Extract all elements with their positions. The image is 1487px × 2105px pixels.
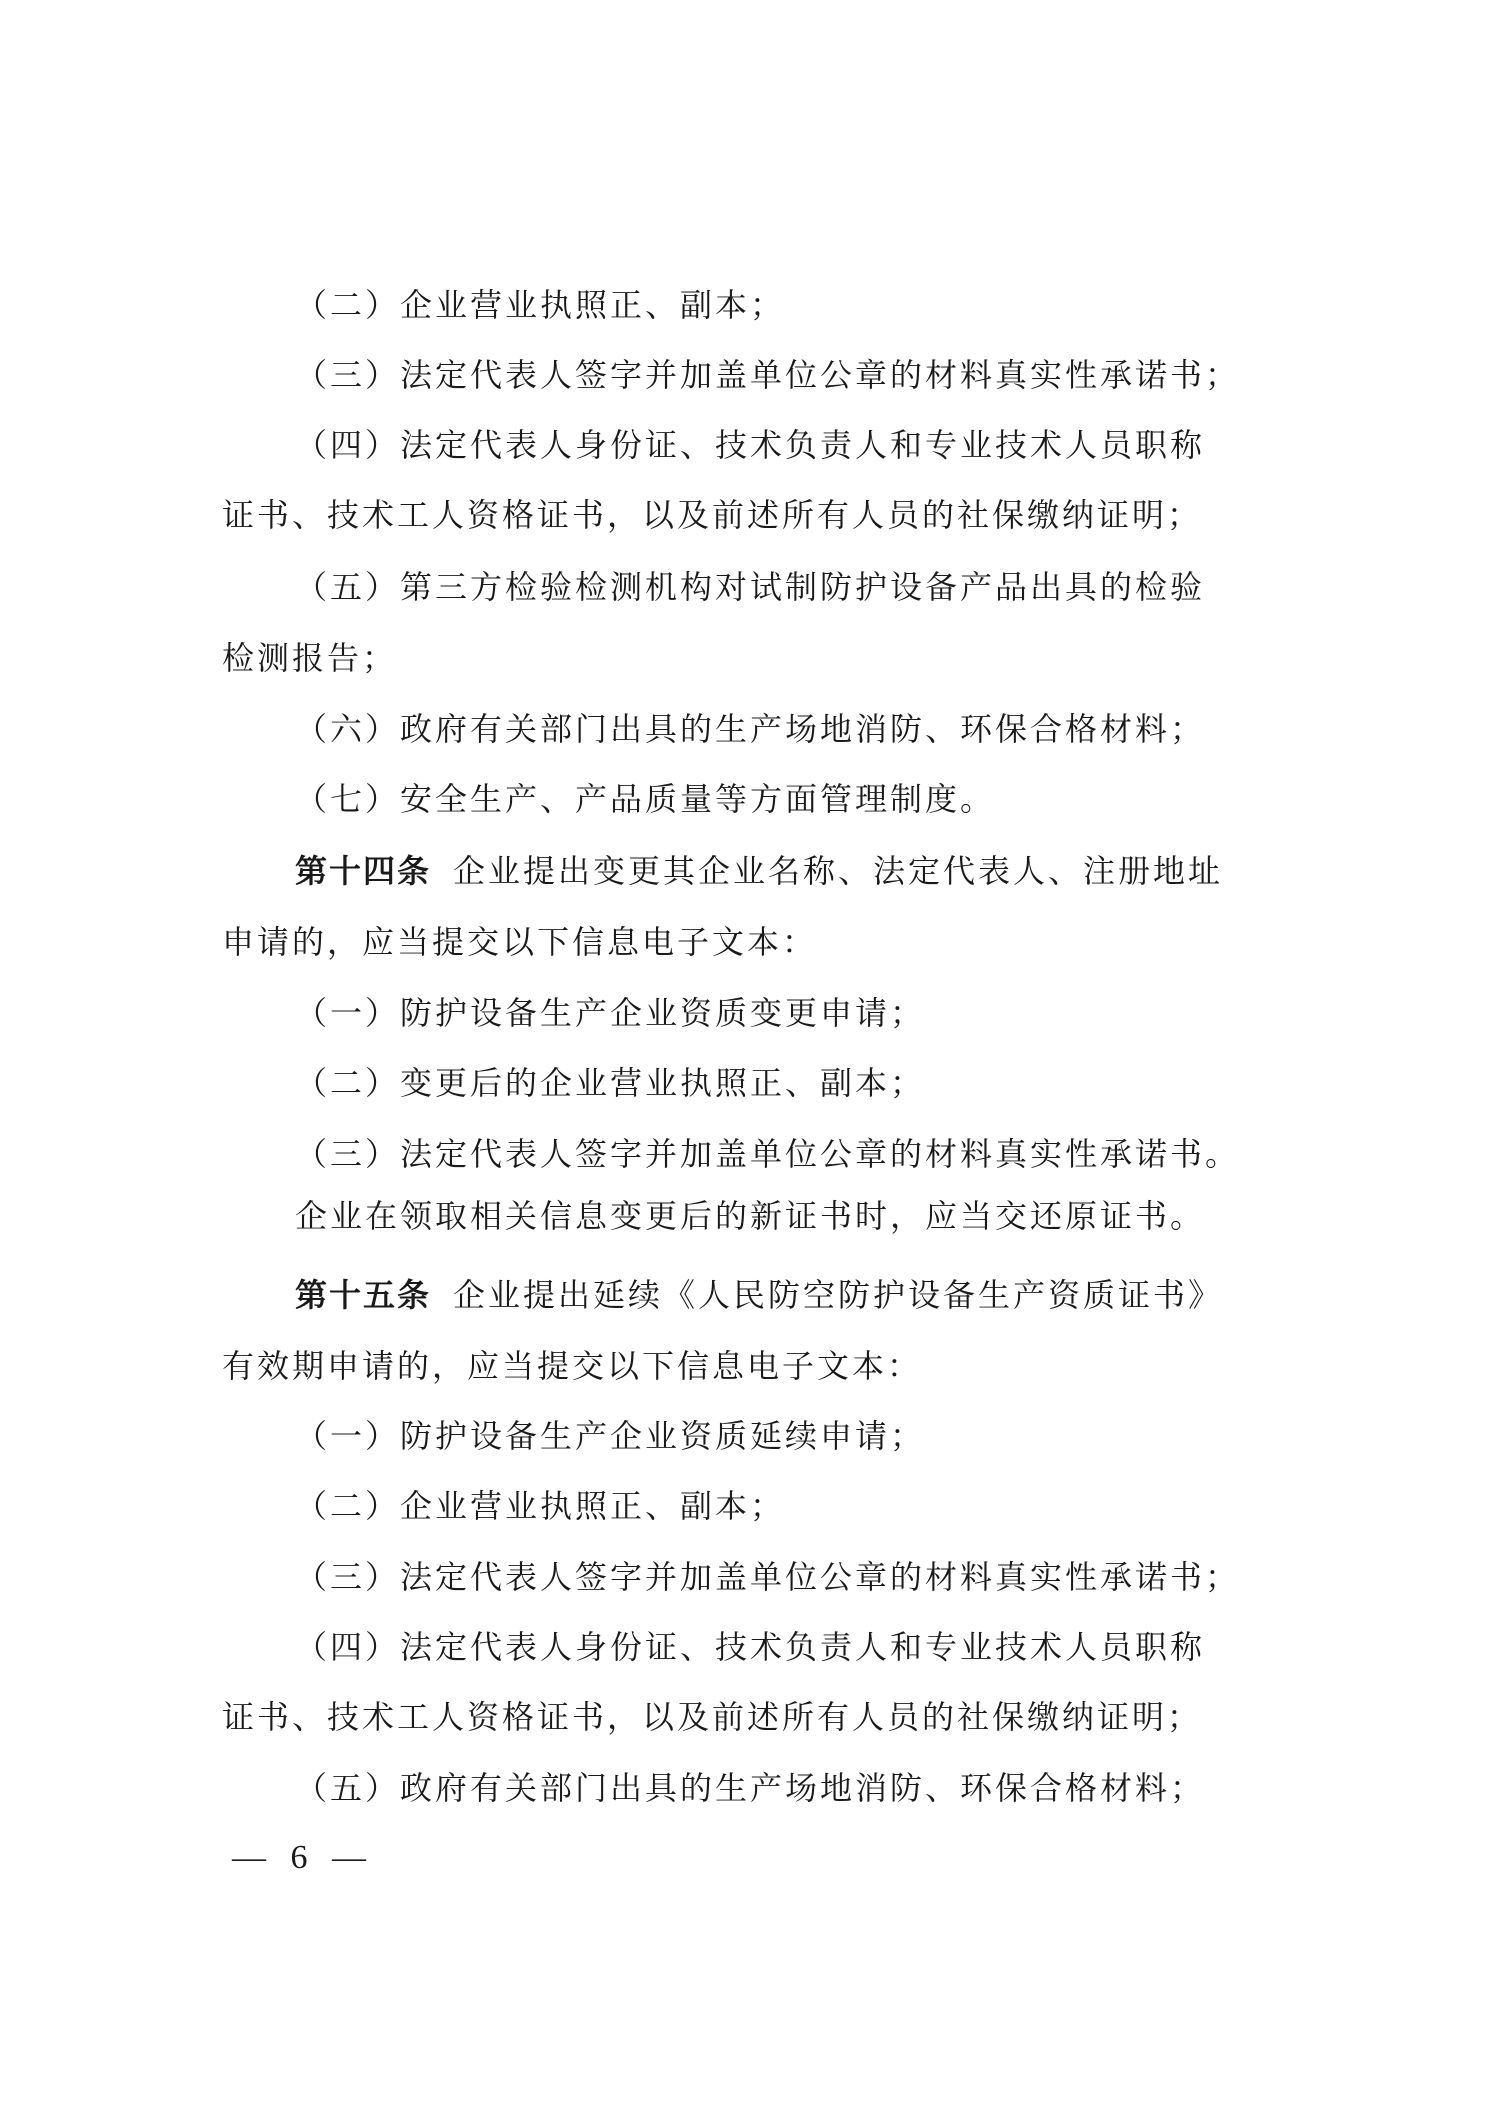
- list-item: （五）第三方检验检测机构对试制防护设备产品出具的检验: [295, 568, 1206, 606]
- article-14: [295, 851, 1223, 891]
- list-item: （五）政府有关部门出具的生产场地消防、环保合格材料；: [295, 1769, 1206, 1807]
- list-item: （二）变更后的企业营业执照正、副本；: [295, 1064, 926, 1102]
- list-item-continuation: 证书、技术工人资格证书，以及前述所有人员的社保缴纳证明；: [222, 1698, 1203, 1736]
- article-text: 企业提出延续《人民防空防护设备生产资质证书》: [453, 1276, 1224, 1314]
- list-item: （一）防护设备生产企业资质变更申请；: [295, 994, 926, 1032]
- list-item: （二）企业营业执照正、副本；: [295, 1487, 786, 1525]
- list-item: （四）法定代表人身份证、技术负责人和专业技术人员职称: [295, 1628, 1206, 1666]
- list-item: （四）法定代表人身份证、技术负责人和专业技术人员职称: [295, 426, 1206, 464]
- paragraph-continuation: 有效期申请的，应当提交以下信息电子文本：: [222, 1347, 923, 1385]
- article-15: [295, 1275, 1223, 1315]
- list-item: （三）法定代表人签字并加盖单位公章的材料真实性承诺书；: [295, 1558, 1241, 1596]
- list-item-continuation: 证书、技术工人资格证书，以及前述所有人员的社保缴纳证明；: [222, 496, 1203, 534]
- page-number: — 6 —: [232, 1839, 374, 1876]
- list-item: （三）法定代表人签字并加盖单位公章的材料真实性承诺书；: [295, 356, 1241, 394]
- list-item-continuation: 检测报告；: [222, 639, 398, 677]
- paragraph: 企业在领取相关信息变更后的新证书时，应当交还原证书。: [295, 1197, 1206, 1235]
- article-title: 第十五条: [295, 1276, 432, 1314]
- list-item: （三）法定代表人签字并加盖单位公章的材料真实性承诺书。: [295, 1135, 1241, 1173]
- list-item: （二）企业营业执照正、副本；: [295, 286, 786, 324]
- list-item: （七）安全生产、产品质量等方面管理制度。: [295, 780, 996, 818]
- list-item: （六）政府有关部门出具的生产场地消防、环保合格材料；: [295, 710, 1206, 748]
- article-text: 企业提出变更其企业名称、法定代表人、注册地址: [453, 852, 1224, 890]
- list-item: （一）防护设备生产企业资质延续申请；: [295, 1417, 926, 1455]
- paragraph-continuation: 申请的，应当提交以下信息电子文本：: [222, 923, 818, 961]
- article-title: 第十四条: [295, 852, 432, 890]
